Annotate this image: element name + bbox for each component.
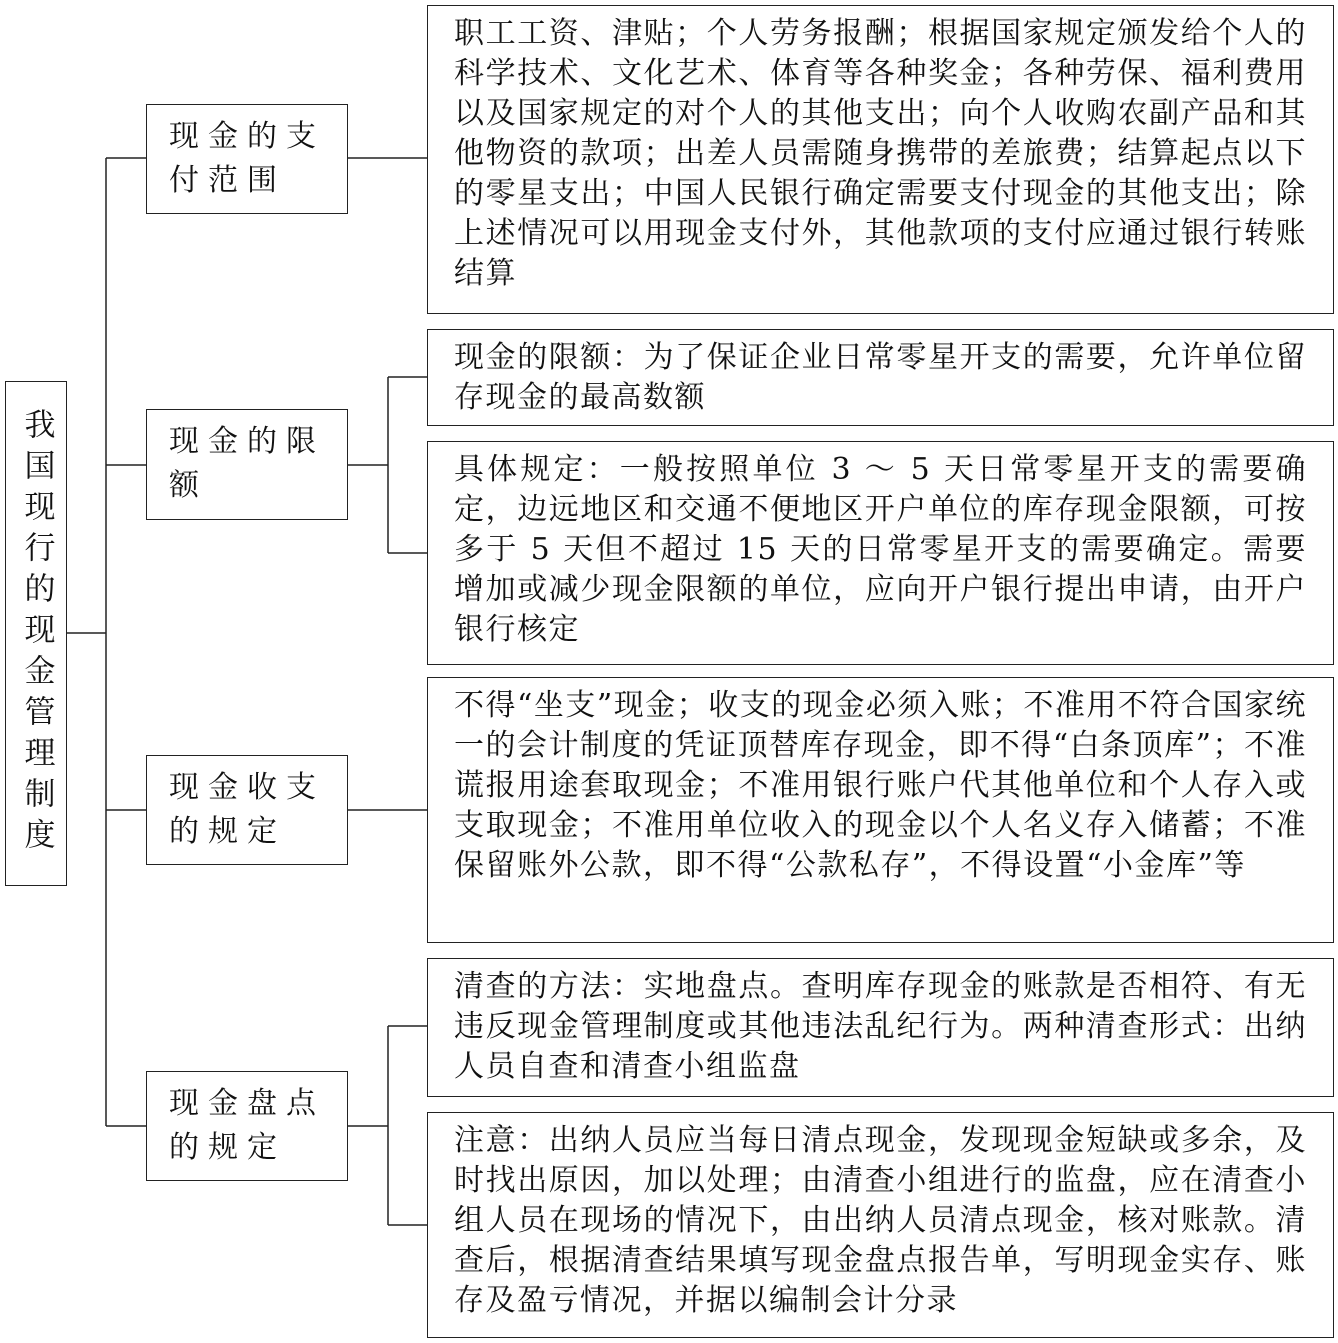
branch-node-receipts-payments	[146, 755, 348, 865]
leaf-cash-limit-definition	[427, 329, 1334, 426]
leaf-cash-count-method	[427, 958, 1334, 1097]
branch-label: 现金收支的规定	[169, 770, 325, 849]
root-node	[5, 381, 67, 886]
leaf-text: 具体规定：一般按照单位 3 ～ 5 天日常零星开支的需要确定，边远地区和交通不便地区开户单位的库存现金限额，可按多于 5 天但不超过 15 天的日常零星开支的需要确定。需要增加或减少现金限额的单位，应向开户银行提出申请，由开户银行核定	[454, 452, 1307, 647]
branch-label: 现金的支付范围	[169, 119, 325, 198]
root-label: 我国现行的现金管理制度	[18, 408, 55, 859]
branch-node-cash-count	[146, 1071, 348, 1181]
leaf-cash-count-notes	[427, 1112, 1334, 1338]
leaf-cash-limit-rules	[427, 441, 1334, 665]
leaf-receipts-payments-rules	[427, 677, 1334, 943]
branch-label: 现金的限额	[169, 424, 325, 503]
branch-node-payment-scope	[146, 104, 348, 214]
leaf-payment-scope	[427, 5, 1334, 314]
leaf-text: 注意：出纳人员应当每日清点现金，发现现金短缺或多余，及时找出原因，加以处理；由清查小组进行的监盘，应在清查小组人员在现场的情况下，由出纳人员清点现金，核对账款。清查后，根据清查结果填写现金盘点报告单，写明现金实存、账存及盈亏情况，并据以编制会计分录	[454, 1123, 1307, 1318]
leaf-text: 清查的方法：实地盘点。查明库存现金的账款是否相符、有无违反现金管理制度或其他违法乱纪行为。两种清查形式：出纳人员自查和清查小组监盘	[454, 969, 1307, 1084]
leaf-text: 职工工资、津贴；个人劳务报酬；根据国家规定颁发给个人的科学技术、文化艺术、体育等各种奖金；各种劳保、福利费用以及国家规定的对个人的其他支出；向个人收购农副产品和其他物资的款项；出差人员需随身携带的差旅费；结算起点以下的零星支出；中国人民银行确定需要支付现金的其他支出；除上述情况可以用现金支付外，其他款项的支付应通过银行转账结算	[454, 16, 1307, 291]
branch-node-cash-limit	[146, 409, 348, 520]
branch-label: 现金盘点的规定	[169, 1086, 325, 1165]
leaf-text: 不得“坐支”现金；收支的现金必须入账；不准用不符合国家统一的会计制度的凭证顶替库存现金，即不得“白条顶库”；不准谎报用途套取现金；不准用银行账户代其他单位和个人存入或支取现金；不准用单位收入的现金以个人名义存入储蓄；不准保留账外公款，即不得“公款私存”，不得设置“小金库”等	[454, 688, 1307, 883]
leaf-text: 现金的限额：为了保证企业日常零星开支的需要，允许单位留存现金的最高数额	[454, 340, 1307, 415]
